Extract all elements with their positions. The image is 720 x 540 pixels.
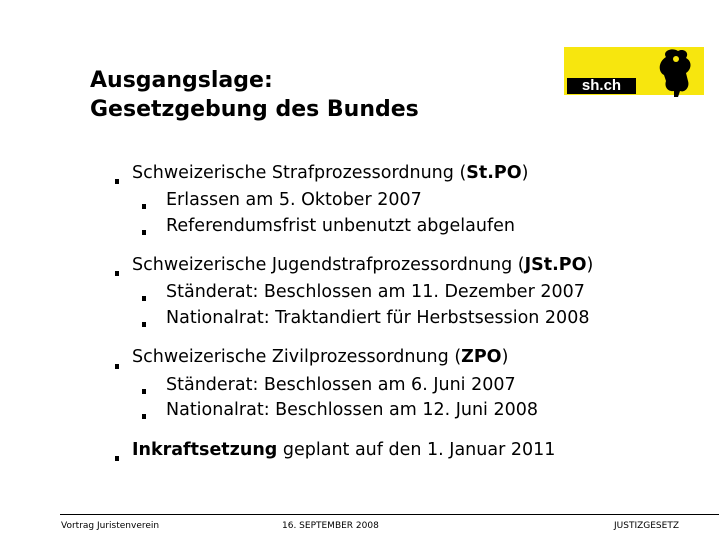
item-text: Schweizerische Jugendstrafprozessordnung ( bbox=[132, 255, 525, 275]
ram-emblem-icon bbox=[652, 47, 697, 99]
sub-item: Referendumsfrist unbenutzt abgelaufen bbox=[166, 216, 515, 236]
item-text-end: ) bbox=[521, 163, 529, 183]
item-text-end: ) bbox=[586, 255, 594, 275]
title-line-2: Gesetzgebung des Bundes bbox=[90, 97, 419, 122]
sub-bullet-marker bbox=[142, 296, 146, 301]
item-abbreviation: ZPO bbox=[461, 347, 502, 367]
sub-bullet-marker bbox=[142, 230, 146, 235]
slide-title bbox=[90, 66, 419, 124]
sub-bullet-marker bbox=[142, 204, 146, 209]
bullet-marker bbox=[115, 179, 119, 184]
list-item-jugendstrafprozessordnung bbox=[132, 254, 593, 276]
bullet-marker bbox=[115, 271, 119, 276]
item-abbreviation: JSt.PO bbox=[524, 255, 587, 275]
sub-item: Nationalrat: Beschlossen am 12. Juni 2008 bbox=[166, 400, 539, 420]
sub-item: Ständerat: Beschlossen am 6. Juni 2007 bbox=[166, 375, 516, 395]
sub-bullet-marker bbox=[142, 322, 146, 327]
footer-date: 16. SEPTEMBER 2008 bbox=[282, 521, 379, 531]
sub-item: Nationalrat: Traktandiert für Herbstsession 2008 bbox=[166, 308, 590, 328]
item-keyword: Inkraftsetzung bbox=[132, 440, 278, 460]
footer-left: Vortrag Juristenverein bbox=[61, 521, 160, 531]
sub-bullet-marker bbox=[142, 414, 146, 419]
item-text-end: ) bbox=[501, 347, 509, 367]
item-text: Schweizerische Zivilprozessordnung ( bbox=[132, 347, 462, 367]
list-item-strafprozessordnung bbox=[132, 162, 528, 184]
footer-right: JUSTIZGESETZ bbox=[614, 521, 679, 531]
item-text-end: geplant auf den 1. Januar 2011 bbox=[277, 440, 556, 460]
list-item-zivilprozessordnung bbox=[132, 346, 508, 368]
sub-item: Ständerat: Beschlossen am 11. Dezember 2007 bbox=[166, 282, 585, 302]
list-item-inkraftsetzung bbox=[132, 439, 555, 461]
footer-divider bbox=[60, 514, 719, 515]
item-abbreviation: St.PO bbox=[466, 163, 522, 183]
bullet-marker bbox=[115, 364, 119, 369]
item-text: Schweizerische Strafprozessordnung ( bbox=[132, 163, 467, 183]
logo-text: sh.ch bbox=[567, 78, 636, 94]
sub-item: Erlassen am 5. Oktober 2007 bbox=[166, 190, 422, 210]
sub-bullet-marker bbox=[142, 389, 146, 394]
title-line-1: Ausgangslage: bbox=[90, 68, 273, 93]
bullet-marker bbox=[115, 456, 119, 461]
